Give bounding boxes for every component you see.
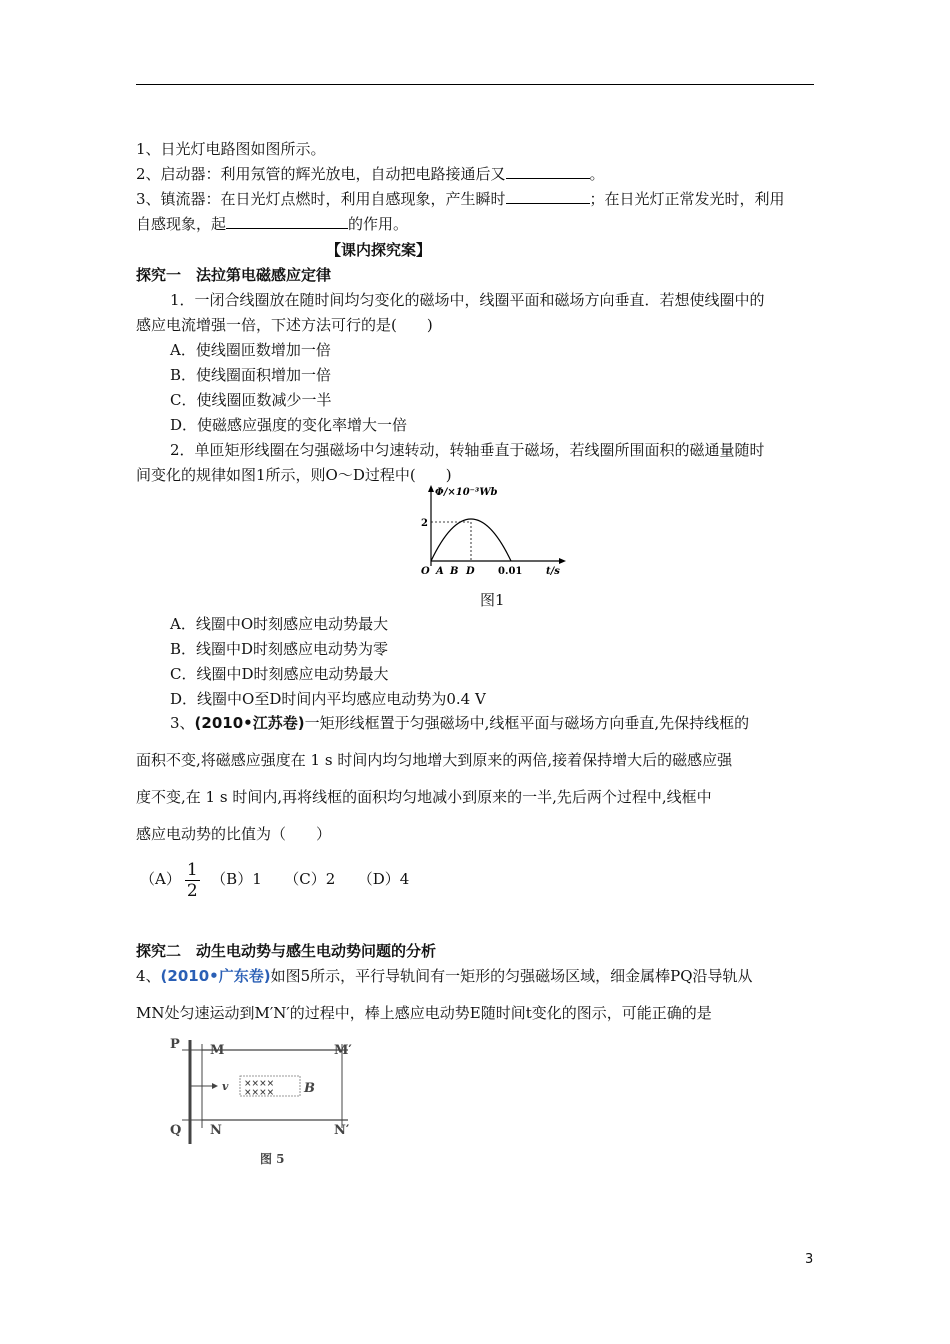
intro-line-2-text: 2、启动器：利用氖管的辉光放电，自动把电路接通后又 xyxy=(136,165,506,183)
q3-text: 一矩形线框置于匀强磁场中,线框平面与磁场方向垂直,先保持线框的 xyxy=(304,714,750,732)
x-tick-o: O xyxy=(421,566,430,577)
q2-line-2: 间变化的规律如图1所示，则O～D过程中( ) xyxy=(136,466,452,484)
fill-blank[interactable] xyxy=(506,189,590,204)
intro-line-4-end: 的作用。 xyxy=(348,215,409,233)
q2-option-d: D．线圈中O至D时间内平均感应电动势为0.4 V xyxy=(170,690,486,708)
part1-heading: 探究一 法拉第电磁感应定律 xyxy=(136,266,332,284)
fill-blank[interactable] xyxy=(226,214,348,229)
intro-line-2 xyxy=(136,164,605,184)
label-p: P xyxy=(170,1037,180,1052)
label-m: M xyxy=(210,1043,225,1058)
q1-option-b: B．使线圈面积增加一倍 xyxy=(170,366,332,384)
q1-option-d: D．使磁感应强度的变化率增大一倍 xyxy=(170,416,408,434)
q2-option-c: C．线圈中D时刻感应电动势最大 xyxy=(170,665,389,683)
label-v: v xyxy=(222,1080,229,1093)
q1-option-c: C．使线圈匝数减少一半 xyxy=(170,391,332,409)
q3-other-options: （B）1 （C）2 （D）4 xyxy=(203,870,410,888)
header-rule xyxy=(136,84,814,85)
q3-line-3: 度不变,在 1 s 时间内,再将线框的面积均匀地减小到原来的一半,先后两个过程中,线框中 xyxy=(136,788,712,806)
q3-options xyxy=(140,857,409,901)
x-tick-a: A xyxy=(436,566,444,577)
figure-1-caption: 图1 xyxy=(480,591,505,609)
intro-line-2-end: 。 xyxy=(589,165,605,183)
fill-blank[interactable] xyxy=(506,164,590,179)
x-tick-0-01: 0.01 xyxy=(498,566,523,577)
q4-source: (2010•广东卷) xyxy=(160,967,271,985)
intro-line-4-text: 自感现象，起 xyxy=(136,215,227,233)
fraction-one-half xyxy=(185,860,200,901)
q3-source: (2010•江苏卷) xyxy=(194,714,305,732)
q3-line-1 xyxy=(170,713,749,733)
figure-5-rail-diagram xyxy=(168,1036,368,1170)
intro-line-3-text: 3、镇流器：在日光灯点燃时，利用自感现象，产生瞬时 xyxy=(136,190,506,208)
q2-line-1: 2．单匝矩形线圈在匀强磁场中匀速转动，转轴垂直于磁场，若线圈所围面积的磁通量随时 xyxy=(170,441,765,459)
label-m-prime: M′ xyxy=(334,1043,352,1058)
intro-line-1: 1、日光灯电路图如图所示。 xyxy=(136,140,326,158)
field-crosses-row-1: ×××× xyxy=(244,1079,275,1089)
field-crosses-row-2: ×××× xyxy=(244,1088,275,1098)
q3-line-2: 面积不变,将磁感应强度在 1 s 时间内均匀地增大到原来的两倍,接着保持增大后的磁感应强 xyxy=(136,751,733,769)
page-number: 3 xyxy=(805,1252,814,1267)
figure-1-flux-graph xyxy=(412,482,572,580)
x-tick-d: D xyxy=(466,566,475,577)
fraction-denominator: 2 xyxy=(186,880,198,901)
y-axis-label: Φ/×10⁻³Wb xyxy=(435,487,498,498)
figure-5-caption: 图 5 xyxy=(260,1152,285,1166)
label-b: B xyxy=(304,1081,315,1096)
q1-option-a: A．使线圈匝数增加一倍 xyxy=(170,341,331,359)
part2-heading: 探究二 动生电动势与感生电动势问题的分析 xyxy=(136,942,437,960)
q3-number: 3、 xyxy=(170,714,195,732)
x-axis-arrow xyxy=(559,558,566,564)
y-tick-2: 2 xyxy=(421,518,428,529)
q4-line-1 xyxy=(136,966,753,986)
section-title: 【课内探究案】 xyxy=(326,241,432,259)
q2-option-a: A．线圈中O时刻感应电动势最大 xyxy=(170,615,389,633)
label-q: Q xyxy=(170,1123,182,1138)
label-n-prime: N′ xyxy=(334,1123,350,1138)
intro-line-4 xyxy=(136,214,408,234)
q4-line-2: MN处匀速运动到M′N′的过程中，棒上感应电动势E随时间t变化的图示，可能正确的是 xyxy=(136,1004,712,1022)
q3-line-4: 感应电动势的比值为（ ） xyxy=(136,825,332,843)
q1-line-1: 1．一闭合线圈放在随时间均匀变化的磁场中，线圈平面和磁场方向垂直．若想使线圈中的 xyxy=(170,291,765,309)
x-tick-b: B xyxy=(450,566,459,577)
x-axis-label: t/s xyxy=(546,566,560,577)
q2-option-b: B．线圈中D时刻感应电动势为零 xyxy=(170,640,389,658)
fraction-numerator: 1 xyxy=(186,859,198,880)
q3-option-a-label: （A） xyxy=(140,870,181,888)
q4-number: 4、 xyxy=(136,967,161,985)
intro-line-3-end: ；在日光灯正常发光时，利用 xyxy=(589,190,785,208)
q4-text: 如图5所示，平行导轨间有一矩形的匀强磁场区域，细金属棒PQ沿导轨从 xyxy=(270,967,753,985)
velocity-arrowhead xyxy=(212,1083,218,1089)
intro-line-3 xyxy=(136,189,785,209)
q1-line-2: 感应电流增强一倍，下述方法可行的是( ) xyxy=(136,316,433,334)
label-n: N xyxy=(210,1123,222,1138)
y-axis-arrow xyxy=(428,485,434,492)
